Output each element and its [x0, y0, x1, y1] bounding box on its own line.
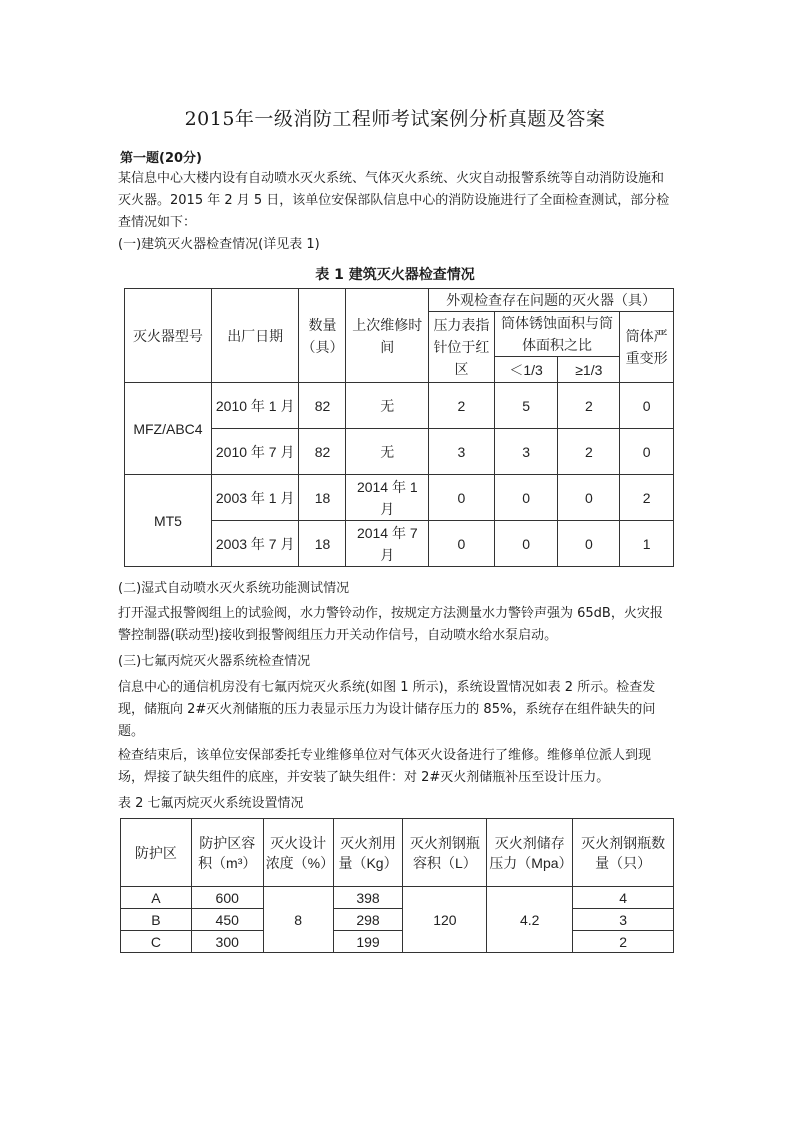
- cell-zone: A: [121, 887, 192, 909]
- col-header-qty: 数量（具）: [299, 289, 346, 383]
- cell-lt: 3: [494, 429, 558, 475]
- cell-lt: 5: [494, 383, 558, 429]
- intro-paragraph: 某信息中心大楼内设有自动喷水灭火系统、气体灭火系统、火灾自动报警系统等自动消防设施和灭火器。2015 年 2 月 5 日，该单位安保部队信息中心的消防设施进行了全面检查测试，部分检查情况如下：: [118, 171, 670, 230]
- cell-lt: 0: [494, 475, 558, 521]
- col-header-rust: 筒体锈蚀面积与筒体面积之比: [494, 312, 619, 357]
- cell-zone: B: [121, 909, 192, 931]
- cell-pressure: 4.2: [487, 887, 573, 953]
- section-3-heading: (三)七氟丙烷灭火器系统检查情况: [118, 654, 311, 669]
- col-header-bottle-volume: 灭火剂钢瓶容积（L）: [403, 819, 487, 887]
- cell-red: 0: [429, 475, 495, 521]
- cell-repair: 2014 年 1 月: [346, 475, 429, 521]
- col-header-repair: 上次维修时间: [346, 289, 429, 383]
- cell-ge: 0: [558, 475, 620, 521]
- cell-volume: 450: [191, 909, 263, 931]
- table-row: [121, 887, 674, 909]
- cell-deform: 2: [620, 475, 674, 521]
- section-3-paragraph: 信息中心的通信机房没有七氟丙烷灭火系统(如图 1 所示)，系统设置情况如表 2 所示。检查发现，储瓶向 2#灭火剂储瓶的压力表显示压力为设计储存压力的 85%，系统存在组件缺失的问题。: [118, 680, 656, 739]
- col-header-pressure: 灭火剂储存压力（Mpa）: [487, 819, 573, 887]
- table-1-caption: 表 1 建筑灭火器检查情况: [315, 267, 475, 283]
- cell-bottle-count: 2: [573, 931, 674, 953]
- cell-amount: 199: [333, 931, 403, 953]
- cell-amount: 398: [333, 887, 403, 909]
- table-row: [121, 931, 674, 953]
- col-header-concentration: 灭火设计浓度（%）: [263, 819, 333, 887]
- table-row: [125, 475, 674, 521]
- cell-date: 2003 年 1 月: [211, 475, 299, 521]
- cell-model: MFZ/ABC4: [125, 383, 212, 475]
- cell-red: 2: [429, 383, 495, 429]
- cell-repair: 无: [346, 429, 429, 475]
- cell-red: 3: [429, 429, 495, 475]
- section-1-heading: (一)建筑灭火器检查情况(详见表 1): [118, 237, 320, 252]
- table-row: [121, 909, 674, 931]
- cell-volume: 300: [191, 931, 263, 953]
- col-header-lt: ＜1/3: [494, 357, 558, 383]
- cell-concentration: 8: [263, 887, 333, 953]
- section-3-paragraph-2: 检查结束后，该单位安保部委托专业维修单位对气体灭火设备进行了维修。维修单位派人到现场，焊接了缺失组件的底座，并安装了缺失组件：对 2#灭火剂储瓶补压至设计压力。: [118, 748, 652, 785]
- cell-date: 2010 年 1 月: [211, 383, 299, 429]
- col-header-red: 压力表指针位于红区: [429, 312, 495, 383]
- question-heading: 第一题(20分): [120, 151, 202, 166]
- cell-qty: 18: [299, 475, 346, 521]
- cell-qty: 18: [299, 521, 346, 567]
- col-header-ge: ≥1/3: [558, 357, 620, 383]
- col-header-deform: 筒体严重变形: [620, 312, 674, 383]
- cell-bottle-volume: 120: [403, 887, 487, 953]
- cell-date: 2010 年 7 月: [211, 429, 299, 475]
- col-header-date: 出厂日期: [211, 289, 299, 383]
- table-row: [125, 383, 674, 429]
- section-2-paragraph: 打开湿式报警阀组上的试验阀，水力警铃动作，按规定方法测量水力警铃声强为 65dB，火灾报警控制器(联动型)接收到报警阀组压力开关动作信号，自动喷水给水泵启动。: [118, 606, 663, 643]
- section-2-heading: (二)湿式自动喷水灭火系统功能测试情况: [118, 581, 350, 596]
- col-header-volume: 防护区容积（m³）: [191, 819, 263, 887]
- cell-ge: 2: [558, 383, 620, 429]
- cell-model: MT5: [125, 475, 212, 567]
- cell-bottle-count: 4: [573, 887, 674, 909]
- cell-deform: 0: [620, 383, 674, 429]
- col-header-group: 外观检查存在问题的灭火器（具）: [429, 289, 674, 312]
- cell-ge: 0: [558, 521, 620, 567]
- cell-volume: 600: [191, 887, 263, 909]
- heptafluoropropane-system-table: [120, 818, 674, 953]
- cell-deform: 0: [620, 429, 674, 475]
- cell-date: 2003 年 7 月: [211, 521, 299, 567]
- cell-repair: 无: [346, 383, 429, 429]
- cell-deform: 1: [620, 521, 674, 567]
- cell-bottle-count: 3: [573, 909, 674, 931]
- cell-amount: 298: [333, 909, 403, 931]
- cell-red: 0: [429, 521, 495, 567]
- col-header-bottle-count: 灭火剂钢瓶数量（只）: [573, 819, 674, 887]
- cell-repair: 2014 年 7 月: [346, 521, 429, 567]
- table-2-caption: 表 2 七氟丙烷灭火系统设置情况: [118, 796, 304, 811]
- cell-ge: 2: [558, 429, 620, 475]
- cell-zone: C: [121, 931, 192, 953]
- col-header-zone: 防护区: [121, 819, 192, 887]
- page-title: 2015年一级消防工程师考试案例分析真题及答案: [184, 108, 606, 130]
- fire-extinguisher-table: [124, 288, 674, 567]
- cell-qty: 82: [299, 383, 346, 429]
- col-header-amount: 灭火剂用量（Kg）: [333, 819, 403, 887]
- col-header-model: 灭火器型号: [125, 289, 212, 383]
- cell-lt: 0: [494, 521, 558, 567]
- cell-qty: 82: [299, 429, 346, 475]
